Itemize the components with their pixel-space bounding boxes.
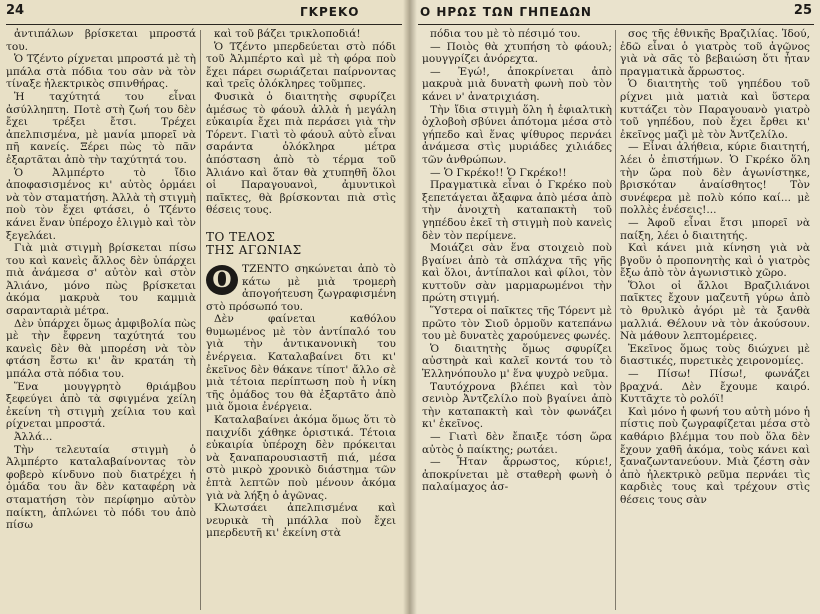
drop-cap-paragraph	[206, 263, 396, 313]
paragraph: Γιὰ μιὰ στιγμὴ βρίσκεται πίσω του καὶ κανεὶς ἄλλος δὲν ὑπάρχει πιὰ ἀνάμεσα σ' αὐτὸν καὶ στὸν Ἀλιάνο, μόνο πὼς βρίσκεται ἀκόμα μακρυὰ του καμμιὰ σαρανταριὰ μέτρα.	[6, 242, 196, 318]
paragraph: Μοιάζει σὰν ἕνα στοιχειὸ ποὺ βγαίνει ἀπὸ τὰ σπλάχνα τῆς γῆς καὶ ὅλοι, ἀντίπαλοι καὶ φίλοι, τὸν κυττοῦν σὰν μαρμαρωμένοι τὴν πρώτη στιγμή.	[422, 242, 612, 305]
right-page-number: 25	[793, 3, 812, 18]
paragraph: — Ἀφοῦ εἶναι ἔτσι μπορεῖ νὰ παίξη, λέει ὁ διαιτητής.	[620, 216, 810, 242]
paragraph: Ἕνα μουγγρητὸ θριάμβου ξεφεύγει ἀπὸ τὰ σφιγμένα χείλη ἐκείνη τὴ στιγμὴ χείλια του καὶ ρίχνεται μπροστά.	[6, 380, 196, 431]
paragraph: — Ποιὸς θὰ χτυπήση τὸ φάουλ; μουγγρίζει ἀνόρεχτα.	[422, 40, 612, 66]
paragraph: Κλωτσάει ἀπελπισμένα καὶ νευρικὰ τὴ μπάλλα ποὺ ἔχει μπερδευτῆ κι' ἐκείνη στὰ	[206, 502, 396, 540]
left-header-rule	[6, 24, 402, 25]
paragraph: Ταυτόχρονα βλέπει καὶ τὸν σενιὸρ Ἀντζελίλο ποὺ βγαίνει ἀπὸ τὴν καταπακτὴ καὶ τὸν φωνάζει κι' ἐκεῖνος.	[422, 380, 612, 431]
paragraph: πόδια του μὲ τὸ πέσιμό του.	[430, 28, 581, 40]
right-header-rule	[418, 24, 814, 25]
section-heading-line-2: ΤΗΣ ΑΓΩΝΙΑΣ	[206, 242, 302, 257]
section-heading	[206, 231, 396, 257]
paragraph: ἀντιπάλων βρίσκεται μπροστά του.	[6, 28, 196, 53]
paragraph: Καὶ μόνο ἡ φωνή του αὐτὴ μόνο ἡ πίστις ποὺ ζωγραφίζεται μέσα στὸ καθάριο βλέμμα του ποὺ ὅλα δὲν ἔχουν χαθῆ ἀκόμα, τοὺς κάνει καὶ ξαναζωντανεύουν. Μιὰ ζέστη σὰν ἀπὸ ἠλεκτρικὸ ρεῦμα περνάει τὶς καρδιὲς τους καὶ τρέχουν στὶς θέσεις τους σὰν	[620, 405, 810, 506]
paragraph: Δὲν ὑπάρχει ὅμως ἀμφιβολία πὼς μὲ τὴν ἔφρενη ταχύτητά του κανεὶς δὲν θὰ μπορέση νὰ τὸν φτάση ἔστω κι' ἂν κρατάη τὴ μπάλα στὰ πόδια του.	[6, 317, 196, 381]
paragraph: Ὅλοι οἱ ἄλλοι Βραζιλιάνοι παῖκτες ἔχουν μαζευτῆ γύρω ἀπὸ τὸ θρυλικὸ ἀγόρι μὲ τὰ ξανθὰ μαλλιά. Θέλουν νὰ τὸν ἀκούσουν. Νὰ μάθουν λεπτομέρειες.	[620, 279, 810, 343]
right-column-1	[422, 28, 612, 612]
left-running-head: ΓΚΡΕΚΟ	[300, 5, 360, 19]
right-column-2	[620, 28, 810, 612]
right-page	[410, 0, 820, 614]
paragraph: Πραγματικὰ εἶναι ὁ Γκρέκο ποὺ ξεπετάγεται ἄξαφνα ἀπὸ μέσα ἀπὸ τὴν ἀνοιχτὴ καταπακτὴ τοῦ γηπέδου ἐκεῖ τὴ στιγμὴ ποὺ κανεὶς δὲν τὸν περίμενε.	[422, 179, 612, 242]
left-page-number: 24	[6, 3, 25, 18]
paragraph: — Ἦταν ἄρρωστος, κύριε!, ἀποκρίνεται μὲ σταθερὴ φωνὴ ὁ παλαίμαχος ἀσ-	[422, 456, 612, 494]
paragraph: — Εἶναι ἀλήθεια, κύριε διαιτητή, λέει ὁ ἐπιστήμων. Ὁ Γκρέκο ὅλη τὴν ὥρα ποὺ δὲν ἀγωνίστηκε, βρισκόταν ἀναίσθητος! Τὸν συνέφερα μὲ πολὺ κόπο καί... μὲ πολλὲς ἐνέσεις!...	[620, 141, 810, 217]
paragraph: σος τῆς ἐθνικῆς Βραζιλίας. Ἰδού, ἐδῶ εἶναι ὁ γιατρὸς τοῦ ἀγῶνος γιὰ νὰ σᾶς τὸ βεβαιώση ὅτι ἦταν πραγματικὰ ἄρρωστος.	[620, 28, 810, 78]
paragraph: Ὁ διαιτητὴς ὅμως σφυρίζει αὐστηρὰ καὶ καλεῖ κοντά του τὸ Ἑλληνόπουλο μ' ἕνα ψυχρὸ νεῦμα.	[422, 342, 612, 381]
paragraph: Ὁ Τζέντο ρίχνεται μπροστά μὲ τὴ μπάλα στὰ πόδια του σὰν νὰ τὸν τίναξε ἠλεκτρικὸς σπινθήρας.	[6, 53, 196, 91]
left-column-divider	[200, 30, 201, 610]
paragraph: Ὁ διαιτητὴς τοῦ γηπέδου τοῦ ρίχνει μιὰ ματιὰ καὶ ὕστερα κυττάζει τὸν Παραγουανὸ γιατρὸ τοῦ γηπέδου, ποὺ ἔχει ἔρθει κι' ἐκεῖνος μαζὶ μὲ τὸν Ἀντζελίλο.	[620, 78, 810, 141]
paragraph: Ἐκεῖνος ὅμως τοὺς διώχνει μὲ διαστικές, πυρετικὲς χειρονομίες.	[620, 342, 810, 368]
left-column-2	[206, 28, 396, 612]
paragraph: — Πίσω! Πίσω!, φωνάζει βραχνά. Δὲν ἔχουμε καιρό. Κυττᾶχτε τὸ ρολόϊ!	[620, 368, 810, 406]
paragraph: — Γιατὶ δὲν ἔπαιξε τόση ὥρα αὐτὸς ὁ παίκτης; ρωτάει.	[422, 431, 612, 456]
section-heading-line-1: ΤΟ ΤΕΛΟΣ	[206, 229, 276, 244]
book-gutter	[403, 0, 417, 614]
paragraph: Τὴν τελευταία στιγμὴ ὁ Ἀλμπέρτο καταλαβαίνοντας τὸν φοβερὸ κίνδυνο ποὺ διατρέχει ἡ ὁμάδα του ἂν δὲν καταφέρη νὰ σταματήση τὸν περίφημο αὐτὸν παίκτη, ἁπλώνει τὸ πόδι του ἀπὸ πίσω	[6, 443, 196, 532]
right-column-divider	[615, 30, 616, 610]
paragraph: — Ὁ Γκρέκο!! Ὁ Γκρέκο!!	[430, 166, 567, 179]
drop-cap-text: ΤΖΕΝΤΟ σηκώνεται ἀπὸ τὸ κάτω μὲ μιὰ τρομερὴ ἀπογοήτευση ζωγραφισμένη στὸ πρόσωπό του.	[206, 262, 396, 313]
paragraph: Ὕστερα οἱ παῖκτες τῆς Τόρεντ μὲ πρῶτο τὸν Σιοῦ ὁρμοῦν κατεπάνω του μὲ δυνατὲς χαρούμενες φωνές.	[422, 305, 612, 343]
paragraph: — Ἐγώ!, ἀποκρίνεται ἀπὸ μακρυὰ μιὰ δυνατὴ φωνὴ ποὺ τὸν κάνει ν' ἀνατριχιάση.	[422, 65, 612, 103]
left-column-1	[6, 28, 196, 612]
paragraph: Φυσικὰ ὁ διαιτητὴς σφυρίζει ἀμέσως τὸ φάουλ ἀλλὰ ἡ μεγάλη εὐκαιρία ἔχει πιὰ περάσει γιὰ τὴν Τόρεντ. Γιατὶ τὸ φάουλ αὐτὸ εἶναι σαράντα ὁλόκληρα μέτρα ἀπόσταση ἀπὸ τὸ τέρμα τοῦ Ἀλιάνο καὶ ὅταν θὰ χτυπηθῆ ὅλοι οἱ Παραγουανοὶ, ἀμυντικοὶ παῖκτες, θὰ βρίσκονται πιὰ στὶς θέσεις τους.	[206, 90, 396, 217]
paragraph: Ὁ Τζέντο μπερδεύεται στὸ πόδι τοῦ Ἀλμπέρτο καὶ μὲ τὴ φόρα ποὺ ἔχει πάρει σωριάζεται παίρνοντας καὶ τρεῖς ὁλόκληρες τοῦμπες.	[206, 40, 396, 91]
paragraph: Ἡ ταχύτητά του εἶναι ἀσύλληπτη. Ποτὲ στὴ ζωή του δὲν ἔχει τρέξει ἔτσι. Τρέχει ἀπελπισμένα, μὲ μανία μπορεῖ νὰ πῆ κανείς. Ξέρει πὼς τὸ πᾶν ἐξαρτᾶται ἀπὸ τὴν ταχύτητά του.	[6, 90, 196, 166]
paragraph: Ὁ Ἀλμπέρτο τὸ ἴδιο ἀποφασισμένος κι' αὐτὸς ὁρμάει νὰ τὸν σταματήση. Ἀλλὰ τὴ στιγμὴ ποὺ τὸν ἔχει φτάσει, ὁ Τζέντο κάνει ἕναν ὑπέροχο ἐλιγμὸ καὶ τὸν ξεγελάει.	[6, 166, 196, 242]
paragraph: Καὶ κάνει μιὰ κίνηση γιὰ νὰ βγοῦν ὁ προπονητὴς καὶ ὁ γιατρὸς ἔξω ἀπὸ τὸν ἀγωνιστικὸ χῶρο.	[620, 242, 810, 280]
paragraph: Δὲν φαίνεται καθόλου θυμωμένος μὲ τὸν ἀντίπαλό του γιὰ τὴν ἀντικανονικὴ του ἐνέργεια. Καταλαβαίνει δτι κι' ἐκεῖνος δὲν θάκανε τίποτ' ἄλλο σὲ μιὰ τέτοια περίπτωση ποὺ ἡ νίκη τῆς ὁμάδος του θὰ ἐξαρτᾶτο ἀπὸ μιὰ ὅμοια ἐνέργεια.	[206, 313, 396, 414]
paragraph: καὶ τοῦ βάζει τρικλοποδιά!	[214, 28, 361, 40]
paragraph: Τὴν ἴδια στιγμὴ ὅλη ἡ ἐφιαλτικὴ ὀχλοβοὴ σβύνει ἀπότομα μέσα στὸ γήπεδο καὶ ἕνας ψίθυρος περνάει ἀνάμεσα στὶς μυριάδες χιλιάδες τῶν ἀνθρώπων.	[422, 103, 612, 166]
right-running-head: Ο ΗΡΩΣ ΤΩΝ ΓΗΠΕΔΩΝ	[420, 5, 592, 19]
drop-cap: Ο	[206, 265, 238, 295]
paragraph: Ἀλλά...	[14, 431, 53, 443]
paragraph: Καταλαβαίνει ἀκόμα ὅμως ὅτι τὸ παιχνίδι χάθηκε ὁριστικά. Τέτοια εὐκαιρία ὑπέροχη δὲν πρόκειται νὰ ξαναπαρουσιαστῆ πιά, μέσα στὸ μικρὸ χρονικὸ διάστημα τῶν ἑπτὰ λεπτῶν ποὺ μένουν ἀκόμα γιὰ νὰ λήξη ὁ ἀγῶνας.	[206, 414, 396, 502]
